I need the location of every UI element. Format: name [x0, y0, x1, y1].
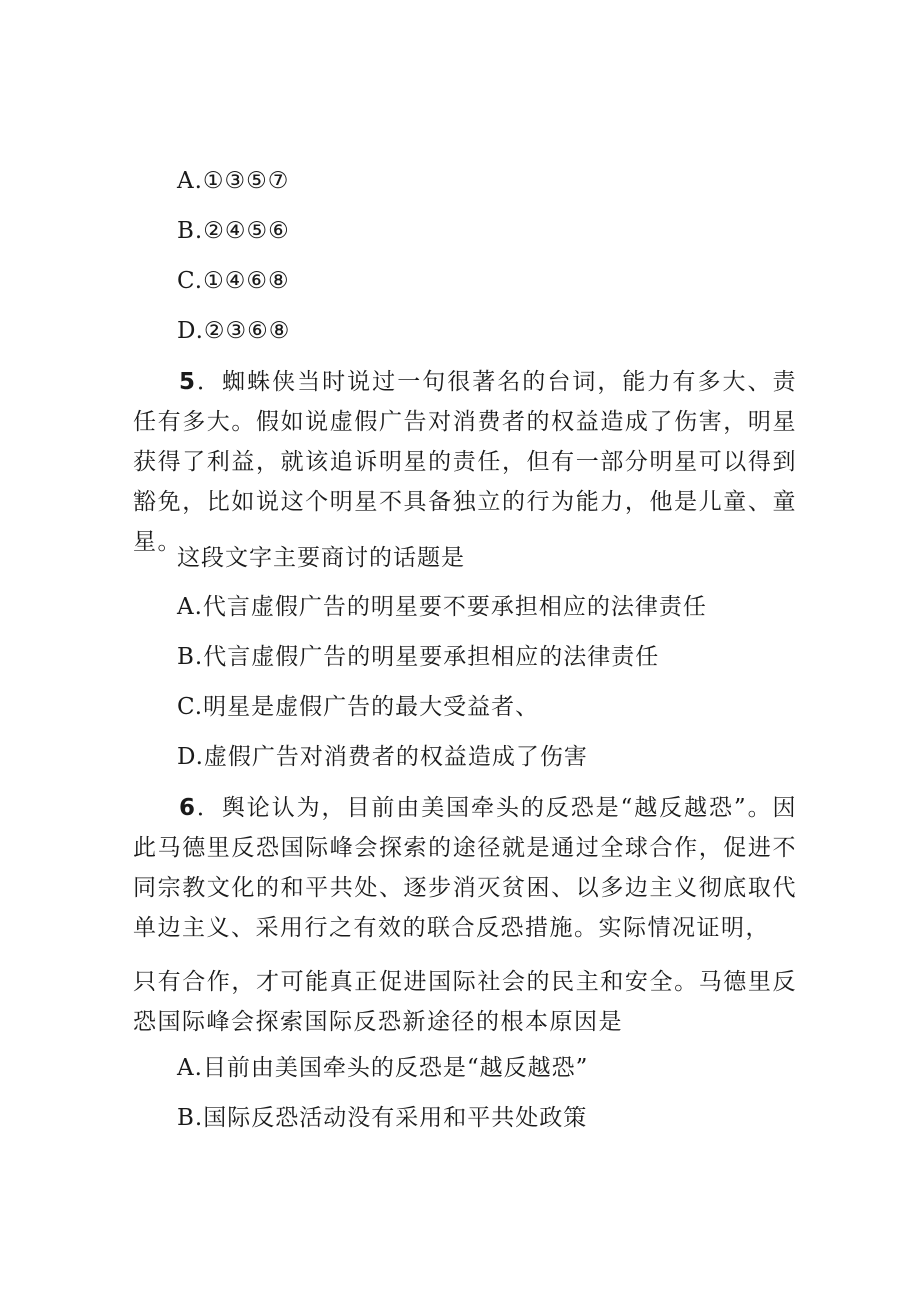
- q5-number: 5: [179, 369, 197, 395]
- q4-option-b: B.②④⑤⑥: [177, 218, 290, 244]
- q6-option-a: A.目前由美国牵头的反恐是“越反越恐”: [177, 1055, 589, 1081]
- q5-prompt: 这段文字主要商讨的话题是: [177, 545, 465, 571]
- q5-option-d: D.虚假广告对消费者的权益造成了伤害: [177, 744, 588, 770]
- q4-option-d: D.②③⑥⑧: [177, 318, 291, 344]
- q5-stem-text: ．蜘蛛侠当时说过一句很著名的台词，能力有多大、责任有多大。假如说虚假广告对消费者的权益造成了伤害，明星获得了利益，就该追诉明星的责任，但有一部分明星可以得到豁免，比如说这个明星不具备独立的行为能力，他是儿童、童星。: [133, 369, 797, 555]
- q5-option-c: C.明星是虚假广告的最大受益者、: [177, 694, 540, 720]
- q5-stem: [133, 362, 797, 562]
- q5-option-a: A.代言虚假广告的明星要不要承担相应的法律责任: [177, 594, 707, 620]
- q6-option-b: B.国际反恐活动没有采用和平共处政策: [177, 1105, 588, 1131]
- q4-option-a: A.①③⑤⑦: [177, 168, 290, 194]
- q5-option-b: B.代言虚假广告的明星要承担相应的法律责任: [177, 644, 660, 670]
- q6-stem-text-1: ．舆论认为，目前由美国牵头的反恐是“越反越恐”。因此马德里反恐国际峰会探索的途径就是通过全球合作，促进不同宗教文化的和平共处、逐步消灭贫困、以多边主义彻底取代单边主义、采用行之有效的联合反恐措施。实际情况证明，: [133, 795, 797, 941]
- q6-stem-continued: 只有合作，才可能真正促进国际社会的民主和安全。马德里反恐国际峰会探索国际反恐新途径的根本原因是: [133, 969, 797, 1035]
- q6-stem: [133, 788, 797, 948]
- q4-option-c: C.①④⑥⑧: [177, 268, 290, 294]
- q6-number: 6: [179, 795, 197, 821]
